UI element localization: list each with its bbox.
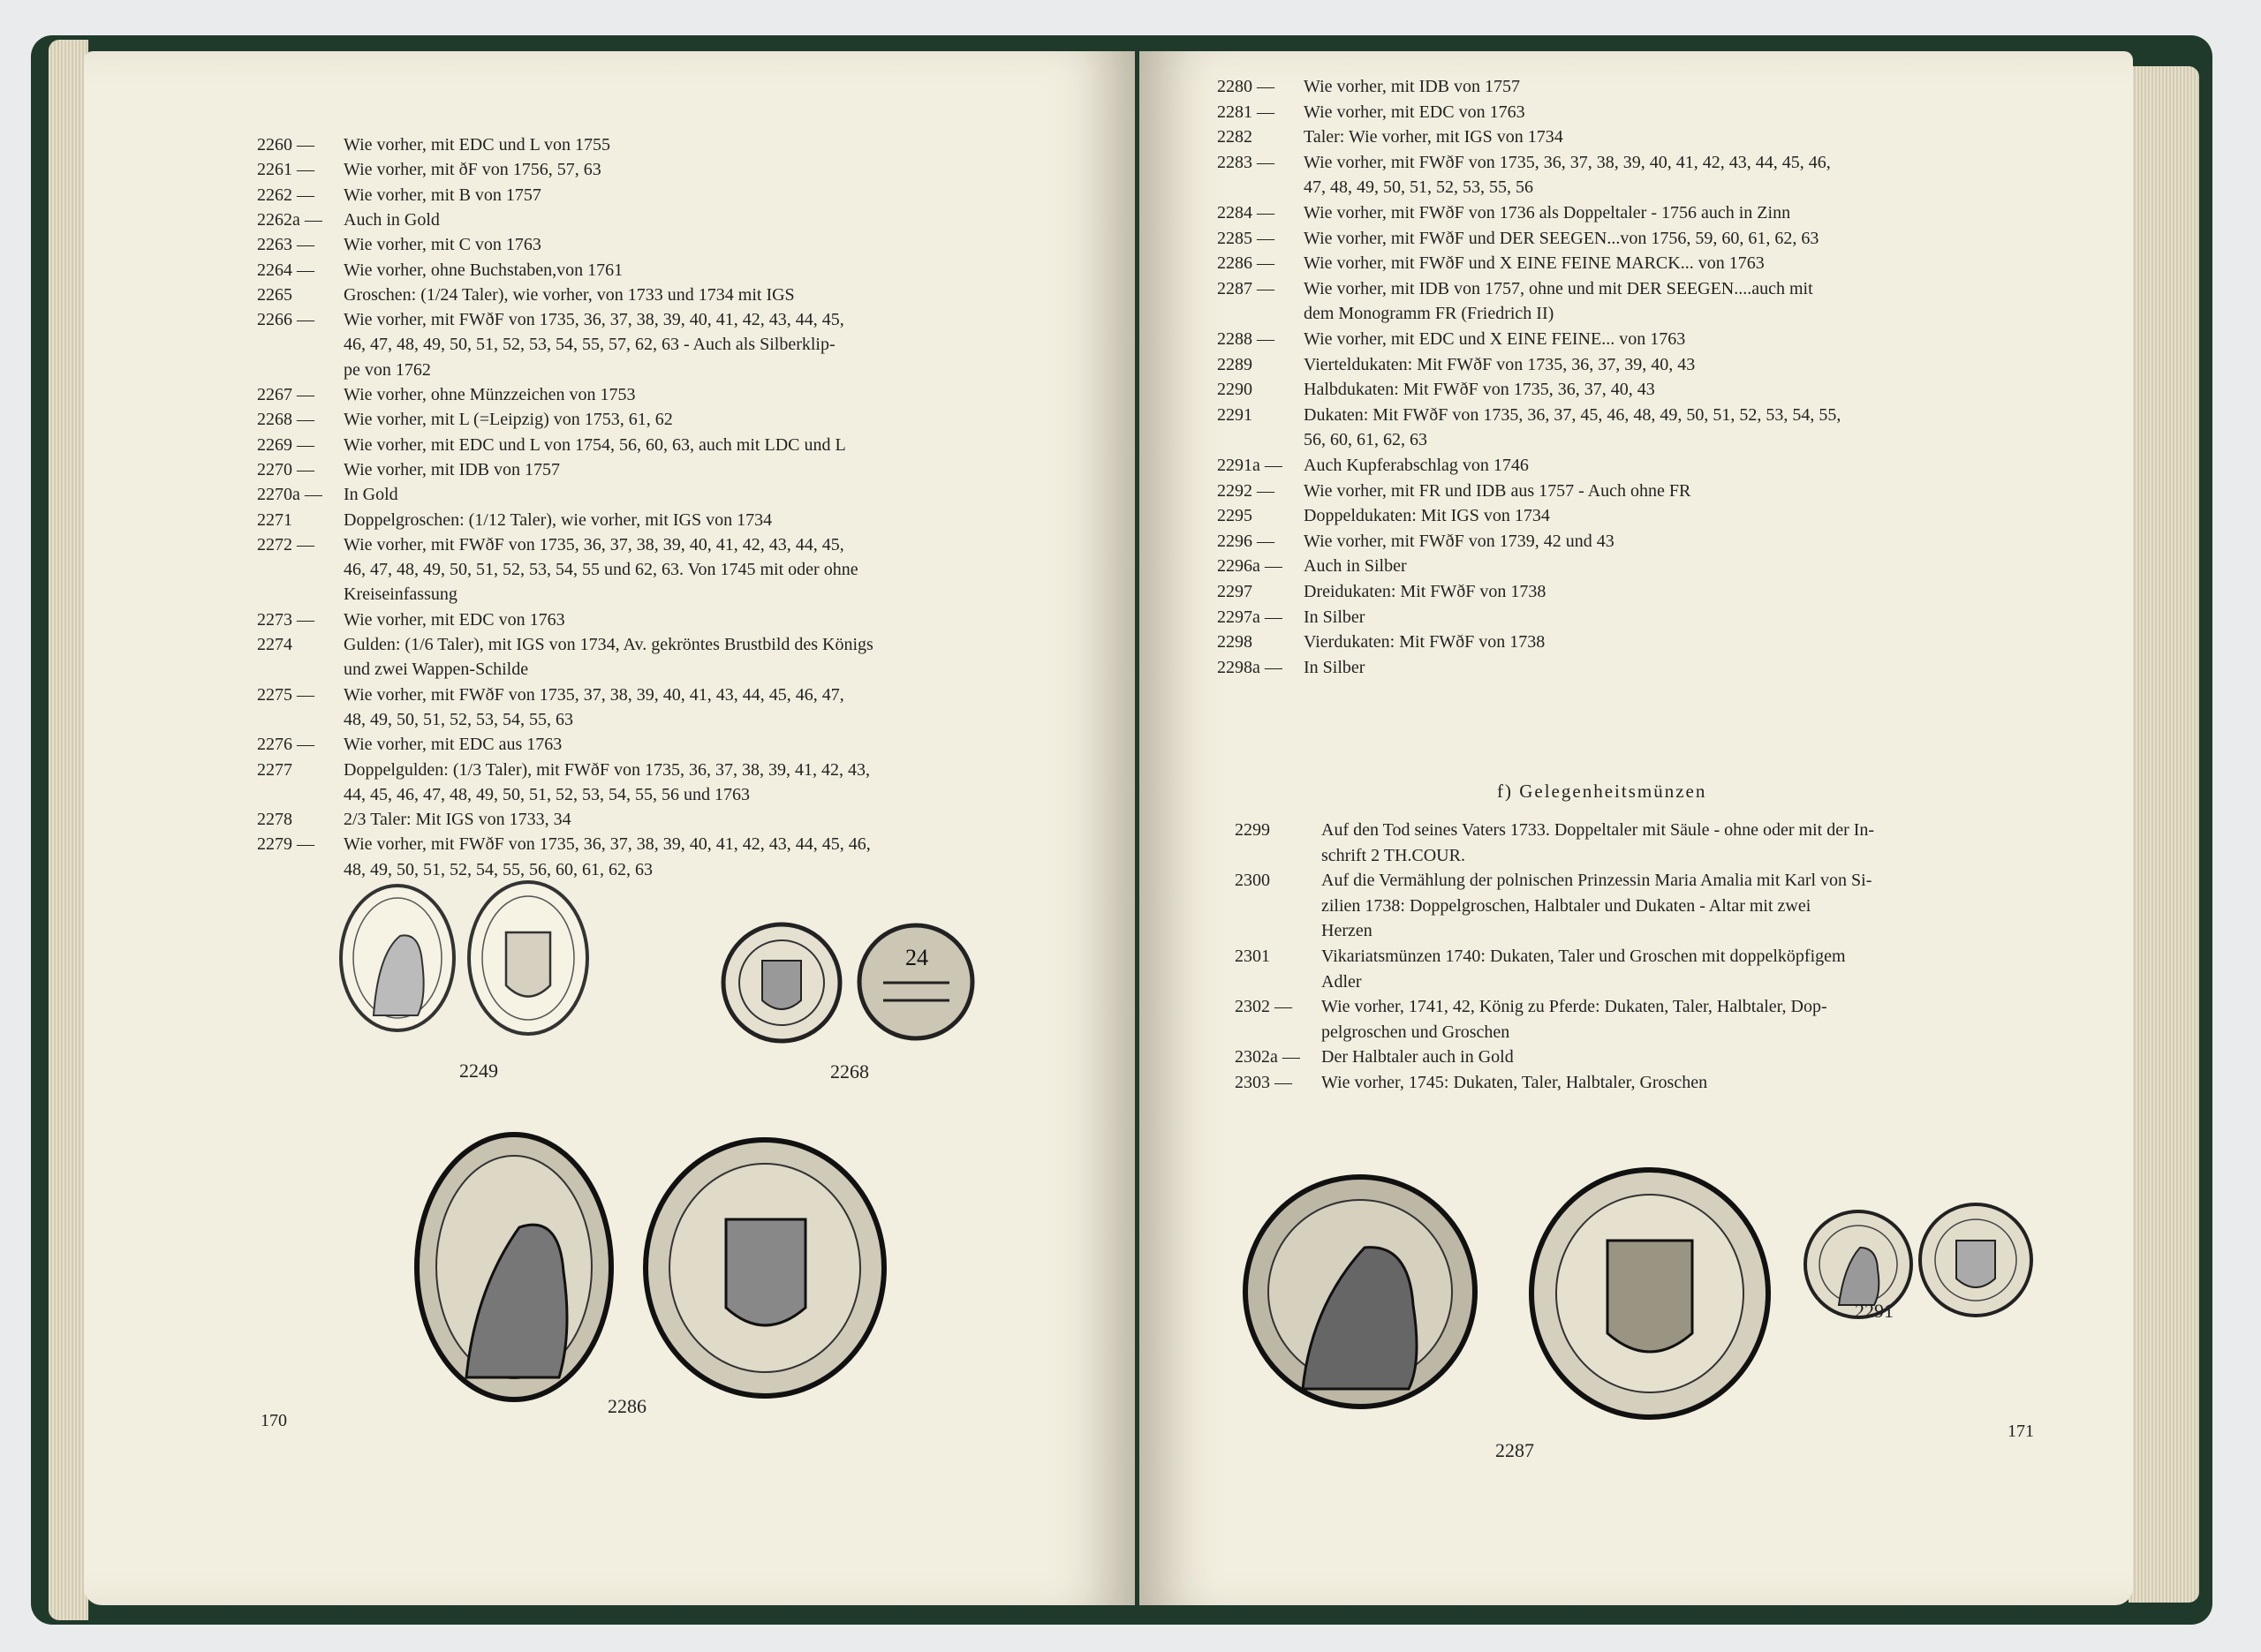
entry-number: 2296a — (1217, 556, 1282, 577)
catalog-entry (257, 433, 846, 458)
entry-number: 2297 (1217, 582, 1252, 601)
entry-text: 46, 47, 48, 49, 50, 51, 52, 53, 54, 55 und 62, 63. Von 1745 mit oder ohne (344, 560, 858, 580)
coin-2287-obverse (1241, 1173, 1479, 1411)
entry-number: 2303 — (1235, 1073, 1292, 1092)
entry-number: 2267 — (257, 385, 314, 404)
left-page-edges (49, 40, 88, 1620)
entry-text: Adler (1321, 971, 1362, 992)
entry-text: Wie vorher, 1745: Dukaten, Taler, Halbtaler, Groschen (1321, 1073, 1708, 1092)
entry-text: Wie vorher, mit EDC und L von 1755 (344, 135, 611, 155)
catalog-entry (1217, 251, 1765, 276)
coin-2291-reverse (1917, 1201, 2035, 1319)
catalog-entry (1235, 944, 1846, 969)
entry-text: Wie vorher, ohne Münzzeichen von 1753 (344, 385, 636, 404)
catalog-entry (1217, 579, 1546, 605)
catalog-entry (1217, 200, 1790, 226)
right-page-edges (2129, 66, 2199, 1603)
entry-text: Wie vorher, 1741, 42, König zu Pferde: Dukaten, Taler, Halbtaler, Dop- (1321, 997, 1827, 1017)
figure-label-2291: 2291 (1855, 1300, 1894, 1322)
coin-2287-reverse (1528, 1165, 1772, 1422)
catalog-entry (257, 707, 573, 733)
catalog-entry (257, 683, 844, 708)
catalog-entry (1235, 918, 1372, 944)
entry-number: 2280 — (1217, 77, 1274, 96)
entry-text: Wie vorher, mit FR und IDB aus 1757 - Auch ohne FR (1304, 480, 1691, 501)
catalog-entry (1235, 969, 1362, 995)
catalog-entry (1235, 818, 1874, 843)
catalog-entry (1217, 377, 1655, 403)
entry-text: Vierdukaten: Mit FWðF von 1738 (1304, 632, 1546, 653)
catalog-entry (257, 332, 836, 358)
catalog-entry (257, 258, 623, 283)
entry-text: Wie vorher, mit FWðF von 1735, 37, 38, 39, 40, 41, 43, 44, 45, 46, 47, (344, 684, 844, 705)
entry-number: 2301 (1235, 947, 1270, 966)
entry-text: 46, 47, 48, 49, 50, 51, 52, 53, 54, 55, 57, 62, 63 - Auch als Silberklip- (344, 335, 836, 355)
entry-number: 2276 — (257, 735, 314, 755)
catalog-entry (1235, 994, 1827, 1020)
catalog-entry (1217, 327, 1685, 352)
entry-number: 2270a — (257, 485, 322, 505)
entry-text: pelgroschen und Groschen (1321, 1022, 1510, 1042)
entry-text: Wie vorher, mit FWðF von 1735, 36, 37, 38, 39, 40, 41, 42, 43, 44, 45, (344, 310, 844, 330)
entry-text: Wie vorher, mit EDC von 1763 (344, 609, 565, 630)
entry-text: Groschen: (1/24 Taler), wie vorher, von 1733 und 1734 mit IGS (344, 284, 795, 305)
catalog-entry (1235, 868, 1872, 894)
catalog-entry (1217, 100, 1525, 125)
entry-text: Doppeldukaten: Mit IGS von 1734 (1304, 506, 1550, 526)
catalog-entry (1235, 894, 1811, 919)
entry-text: Wie vorher, mit EDC und L von 1754, 56, 60, 63, auch mit LDC und L (344, 434, 846, 455)
entry-number: 2273 — (257, 609, 314, 630)
catalog-entry (257, 557, 858, 583)
entry-number: 2291a — (1217, 456, 1282, 475)
catalog-entry (257, 457, 560, 483)
catalog-entry (257, 482, 398, 508)
catalog-entry (1217, 403, 1841, 428)
coin-2286-reverse (642, 1135, 888, 1400)
entry-text: 48, 49, 50, 51, 52, 53, 54, 55, 63 (344, 709, 573, 729)
figure-label-2268: 2268 (830, 1060, 869, 1082)
catalog-entry (257, 382, 636, 408)
entry-number: 2271 (257, 509, 292, 530)
entry-number: 2282 (1217, 127, 1252, 147)
entry-text: 2/3 Taler: Mit IGS von 1733, 34 (344, 810, 571, 830)
entry-text: Auch Kupferabschlag von 1746 (1304, 456, 1529, 475)
entry-number: 2283 — (1217, 152, 1274, 172)
entry-number: 2284 — (1217, 203, 1274, 223)
catalog-entry (257, 857, 653, 883)
catalog-entry (257, 407, 673, 433)
entry-text: Vierteldukaten: Mit FWðF von 1735, 36, 37, 39, 40, 43 (1304, 354, 1696, 374)
right-page-number: 171 (2008, 1422, 2034, 1441)
entry-text: Vikariatsmünzen 1740: Dukaten, Taler und Groschen mit doppelköpfigem (1321, 947, 1846, 966)
catalog-entry (1235, 843, 1465, 869)
coin-2268-obverse (720, 921, 843, 1045)
catalog-entry (1217, 74, 1520, 100)
entry-text: Dukaten: Mit FWðF von 1735, 36, 37, 45, 46, 48, 49, 50, 51, 52, 53, 54, 55, (1304, 404, 1841, 425)
catalog-entry (257, 358, 431, 383)
catalog-entry (257, 183, 541, 208)
catalog-entry (257, 732, 562, 758)
entry-text: Gulden: (1/6 Taler), mit IGS von 1734, Av. gekröntes Brustbild des Königs (344, 635, 873, 654)
figure-label-2287: 2287 (1495, 1439, 1534, 1461)
catalog-entry (1217, 630, 1545, 655)
entry-text: Wie vorher, mit L (=Leipzig) von 1753, 61, 62 (344, 410, 673, 430)
catalog-entry (257, 532, 844, 558)
catalog-entry (1217, 301, 1554, 327)
entry-text: Wie vorher, mit FWðF von 1735, 36, 37, 38, 39, 40, 41, 42, 43, 44, 45, (344, 534, 844, 554)
catalog-entry (1217, 529, 1614, 554)
entry-text: 48, 49, 50, 51, 52, 54, 55, 56, 60, 61, 62, 63 (344, 859, 653, 879)
entry-number: 2291 (1217, 404, 1252, 425)
catalog-entry (1235, 1020, 1509, 1045)
entry-text: schrift 2 TH.COUR. (1321, 845, 1465, 865)
entry-number: 2262 — (257, 185, 314, 205)
catalog-entry (257, 283, 795, 308)
entry-text: Wie vorher, mit EDC von 1763 (1304, 102, 1525, 122)
entry-number: 2287 — (1217, 278, 1274, 298)
entry-text: 44, 45, 46, 47, 48, 49, 50, 51, 52, 53, 54, 55, 56 und 1763 (344, 784, 750, 804)
entry-number: 2298 (1217, 632, 1252, 653)
catalog-entry (1217, 453, 1529, 479)
catalog-entry (1217, 276, 1813, 302)
section-title: f) Gelegenheitsmünzen (1497, 781, 1707, 802)
entry-text: Wie vorher, mit FWðF und DER SEEGEN...von 1756, 59, 60, 61, 62, 63 (1304, 228, 1819, 248)
entry-number: 2302 — (1235, 997, 1292, 1017)
entry-text: Der Halbtaler auch in Gold (1321, 1047, 1514, 1067)
catalog-entry (1217, 150, 1831, 176)
entry-number: 2277 (257, 759, 292, 780)
entry-text: pe von 1762 (344, 359, 431, 380)
coin-2268-reverse (857, 921, 976, 1043)
entry-text: Doppelgulden: (1/3 Taler), mit FWðF von 1735, 36, 37, 38, 39, 41, 42, 43, (344, 759, 870, 780)
entry-number: 2286 — (1217, 253, 1274, 274)
entry-text: Wie vorher, mit IDB von 1757, ohne und mit DER SEEGEN....auch mit (1304, 278, 1813, 298)
entry-number: 2299 (1235, 820, 1270, 840)
entry-number: 2264 — (257, 260, 314, 280)
coin-2249-reverse (466, 879, 590, 1037)
entry-text: Auf die Vermählung der polnischen Prinzessin Maria Amalia mit Karl von Si- (1321, 871, 1872, 891)
entry-text: 56, 60, 61, 62, 63 (1304, 430, 1427, 450)
entry-number: 2300 (1235, 871, 1270, 891)
entry-text: Wie vorher, mit ðF von 1756, 57, 63 (344, 160, 601, 180)
entry-text: Doppelgroschen: (1/12 Taler), wie vorher, mit IGS von 1734 (344, 509, 773, 530)
catalog-entry (1217, 175, 1533, 200)
catalog-entry (257, 807, 571, 833)
entry-number: 2298a — (1217, 657, 1282, 677)
entry-number: 2297a — (1217, 607, 1282, 627)
catalog-entry (1217, 503, 1550, 529)
catalog-entry (257, 758, 870, 783)
entry-text: Dreidukaten: Mit FWðF von 1738 (1304, 582, 1546, 601)
entry-text: Wie vorher, mit IDB von 1757 (1304, 77, 1521, 96)
entry-number: 2292 — (1217, 480, 1274, 501)
entry-number: 2288 — (1217, 329, 1274, 349)
entry-number: 2290 (1217, 380, 1252, 400)
entry-text: Wie vorher, ohne Buchstaben,von 1761 (344, 260, 624, 280)
entry-number: 2285 — (1217, 228, 1274, 248)
entry-text: Wie vorher, mit IDB von 1757 (344, 459, 561, 479)
catalog-entry (1217, 124, 1563, 150)
entry-number: 2281 — (1217, 102, 1274, 122)
catalog-entry (1217, 352, 1695, 378)
entry-text: Wie vorher, mit C von 1763 (344, 235, 541, 255)
catalog-entry (257, 782, 750, 808)
entry-number: 2266 — (257, 310, 314, 330)
catalog-entry (1235, 1070, 1707, 1096)
entry-text: dem Monogramm FR (Friedrich II) (1304, 304, 1554, 324)
right-page (1139, 51, 2133, 1605)
catalog-entry (1217, 655, 1365, 681)
catalog-entry (257, 508, 772, 533)
entry-number: 2261 — (257, 160, 314, 180)
catalog-entry (257, 132, 610, 158)
entry-number: 2289 (1217, 354, 1252, 374)
entry-text: In Silber (1304, 657, 1365, 677)
entry-number: 2296 — (1217, 531, 1274, 551)
entry-number: 2274 (257, 635, 292, 654)
entry-text: Wie vorher, mit FWðF und X EINE FEINE MARCK... von 1763 (1304, 253, 1765, 274)
catalog-entry (1217, 554, 1407, 579)
entry-number: 2272 — (257, 534, 314, 554)
entry-text: In Gold (344, 485, 398, 505)
catalog-entry (1217, 479, 1690, 504)
entry-number: 2268 — (257, 410, 314, 430)
entry-text: Halbdukaten: Mit FWðF von 1735, 36, 37, 40, 43 (1304, 380, 1655, 400)
entry-text: Wie vorher, mit B von 1757 (344, 185, 541, 205)
figure-label-2286: 2286 (608, 1395, 647, 1417)
entry-number: 2278 (257, 810, 292, 830)
entry-number: 2279 — (257, 834, 314, 855)
entry-number: 2269 — (257, 434, 314, 455)
entry-number: 2262a — (257, 209, 322, 230)
catalog-entry (1217, 605, 1365, 630)
catalog-entry (257, 582, 457, 607)
coin-2286-obverse (413, 1130, 615, 1404)
catalog-entry (257, 232, 541, 258)
figure-label-2249: 2249 (459, 1060, 498, 1082)
catalog-entry (257, 632, 873, 658)
entry-number: 2302a — (1235, 1047, 1300, 1067)
catalog-entry (257, 157, 601, 183)
entry-text: zilien 1738: Doppelgroschen, Halbtaler und Dukaten - Altar mit zwei (1321, 895, 1811, 916)
catalog-entry (257, 307, 844, 333)
entry-number: 2295 (1217, 506, 1252, 526)
catalog-entry (1217, 427, 1427, 453)
entry-number: 2275 — (257, 684, 314, 705)
catalog-entry (1235, 1045, 1514, 1070)
entry-text: und zwei Wappen-Schilde (344, 660, 529, 680)
entry-text: Taler: Wie vorher, mit IGS von 1734 (1304, 127, 1563, 147)
entry-number: 2263 — (257, 235, 314, 255)
entry-text: 47, 48, 49, 50, 51, 52, 53, 55, 56 (1304, 177, 1533, 198)
coin-2249-obverse (338, 883, 457, 1033)
entry-text: Kreiseinfassung (344, 585, 457, 605)
entry-text: Wie vorher, mit EDC aus 1763 (344, 735, 563, 755)
entry-text: Wie vorher, mit FWðF von 1736 als Doppeltaler - 1756 auch in Zinn (1304, 203, 1791, 223)
left-page (84, 51, 1135, 1605)
entry-text: Auch in Gold (344, 209, 440, 230)
entry-text: Wie vorher, mit FWðF von 1735, 36, 37, 38, 39, 40, 41, 42, 43, 44, 45, 46, (344, 834, 871, 855)
svg-text:24: 24 (905, 945, 928, 970)
entry-text: Wie vorher, mit EDC und X EINE FEINE... von 1763 (1304, 329, 1686, 349)
entry-text: In Silber (1304, 607, 1365, 627)
catalog-entry (257, 657, 528, 683)
entry-number: 2270 — (257, 459, 314, 479)
entry-text: Wie vorher, mit FWðF von 1735, 36, 37, 38, 39, 40, 41, 42, 43, 44, 45, 46, (1304, 152, 1831, 172)
entry-number: 2265 (257, 284, 292, 305)
catalog-entry (257, 607, 565, 633)
entry-text: Auf den Tod seines Vaters 1733. Doppeltaler mit Säule - ohne oder mit der In- (1321, 820, 1875, 840)
entry-text: Wie vorher, mit FWðF von 1739, 42 und 43 (1304, 531, 1614, 551)
catalog-entry (1217, 226, 1819, 252)
left-page-number: 170 (261, 1411, 287, 1430)
entry-text: Herzen (1321, 921, 1372, 941)
catalog-entry (257, 207, 440, 233)
catalog-entry (257, 832, 871, 857)
entry-number: 2260 — (257, 135, 314, 155)
entry-text: Auch in Silber (1304, 556, 1407, 577)
